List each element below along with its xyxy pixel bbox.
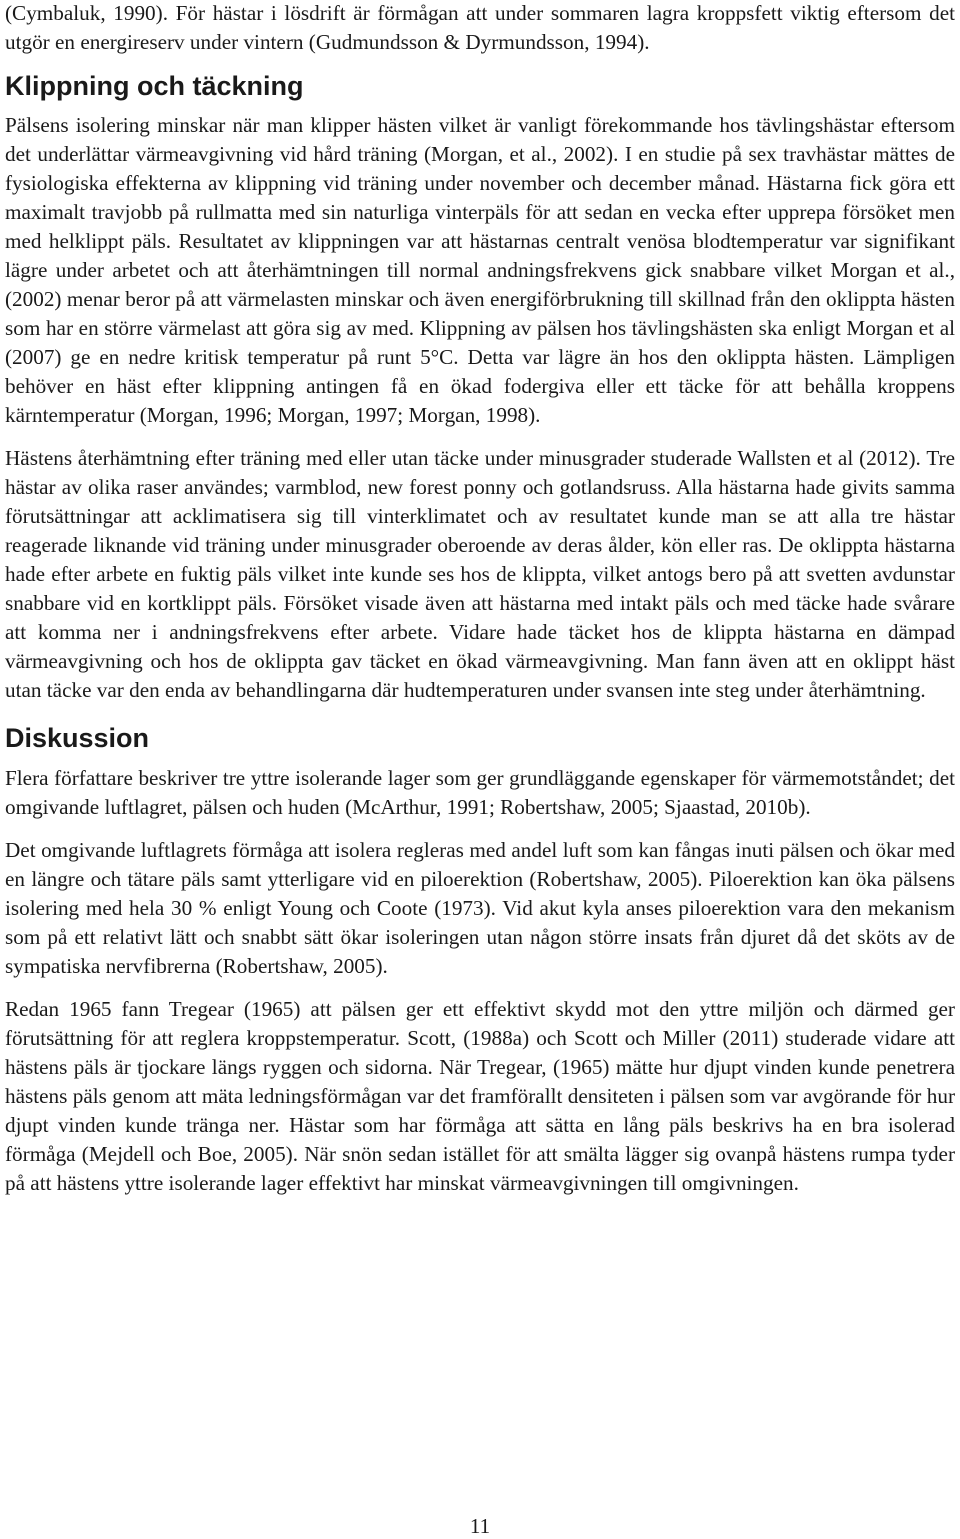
paragraph-klippning-2: Hästens återhämtning efter träning med eller utan täcke under minusgrader studerade Wallsten et al (2012). Tre hästar av olika raser användes; varmblod, new forest ponny och gotlandsruss. Alla hästarna hade givits samma förutsättningar att acklimatisera sig till vinterklimatet och av resultatet kunde man se att alla tre hästar reagerade liknande vid träning under minusgrader oberoende av deras ålder, kön eller ras. De oklippta hästarna hade efter arbete en fuktig päls vilket inte kunde ses hos de klippta, vilket antogs bero på att svetten avdunstar snabbare vid en kortklippt päls. Försöket visade även att hästarna med intakt päls och med täcke hade svårare att komma ner i andningsfrekvens efter arbete. Vidare hade täcket hos de klippta hästarna en dämpad värmeavgivning och hos de oklippta gav täcket en ökad värmeavgivning. Man fann även att en oklippt häst utan täcke var den enda av behandlingarna där hudtemperaturen under svansen inte steg under återhämtning. xyxy=(5,446,955,702)
intro-paragraph: (Cymbaluk, 1990). För hästar i lösdrift är förmågan att under sommaren lagra kroppsfett viktig eftersom det utgör en energireserv under vintern (Gudmundsson & Dyrmundsson, 1994). xyxy=(5,1,955,54)
section-heading-klippning: Klippning och täckning xyxy=(5,71,304,101)
document-page xyxy=(5,0,955,1198)
paragraph-klippning-1: Pälsens isolering minskar när man klipper hästen vilket är vanligt förekommande hos tävlingshästar eftersom det underlättar värmeavgivning vid hård träning (Morgan, et al., 2002). I en studie på sex travhästar mättes de fysiologiska effekterna av klippning vid träning under november och december månad. Hästarna fick göra ett maximalt travjobb på rullmatta med sin naturliga vinterpäls för att sedan en vecka efter upprepa försöket men med helklippt päls. Resultatet av klippningen var att hästarnas centralt venösa blodtemperatur var signifikant lägre under arbetet och att återhämtningen till normal andningsfrekvens gick snabbare vilket Morgan et al., (2002) menar beror på att värmelasten minskar och även energiförbrukning till skillnad från den oklippta hästen som har en större värmelast att göra sig av med. Klippning av pälsen hos tävlingshästen ska enligt Morgan et al (2007) ge en nedre kritisk temperatur på runt 5°C. Detta var lägre än hos den oklippta hästen. Lämpligen behöver en häst efter klippning antingen få en ökad fodergiva eller ett täcke för att behålla kroppens kärntemperatur (Morgan, 1996; Morgan, 1997; Morgan, 1998). xyxy=(5,113,955,427)
paragraph-diskussion-1: Flera författare beskriver tre yttre isolerande lager som ger grundläggande egenskaper för värmemotståndet; det omgivande luftlagret, pälsen och huden (McArthur, 1991; Robertshaw, 2005; Sjaastad, 2010b). xyxy=(5,766,955,819)
paragraph-diskussion-2: Det omgivande luftlagrets förmåga att isolera regleras med andel luft som kan fångas inuti pälsen och ökar med en längre och tätare päls samt ytterligare vid en piloerektion (Robertshaw, 2005). Piloerektion kan öka pälsens isolering med hela 30 % enligt Young och Coote (1973). Vid akut kyla anses piloerektion vara den mekanism som på ett relativt lätt och snabbt sätt ökar isoleringen utan någon större insats från djuret då det sköts av de sympatiska nervfibrerna (Robertshaw, 2005). xyxy=(5,838,955,978)
page-number: 11 xyxy=(469,1514,491,1538)
section-heading-diskussion: Diskussion xyxy=(5,723,150,753)
paragraph-diskussion-3: Redan 1965 fann Tregear (1965) att pälsen ger ett effektivt skydd mot den yttre miljön och därmed ger förutsättning för att reglera kroppstemperatur. Scott, (1988a) och Scott och Miller (2011) studerade vidare att hästens päls är tjockare längs ryggen och sidorna. När Tregear, (1965) mätte hur djupt vinden kunde penetrera hästens päls genom att mäta ledningsförmågan var det framförallt densiteten i pälsen som var avgörande för hur djupt vinden kunde tränga ner. Hästar som har förmåga att sätta en lång päls beskrivs ha en bra isolerad förmåga (Mejdell och Boe, 2005). När snön sedan istället för att smälta lägger sig ovanpå hästens rumpa tyder på att hästens yttre isolerande lager effektivt har minskat värmeavgivningen till omgivningen. xyxy=(5,997,955,1195)
